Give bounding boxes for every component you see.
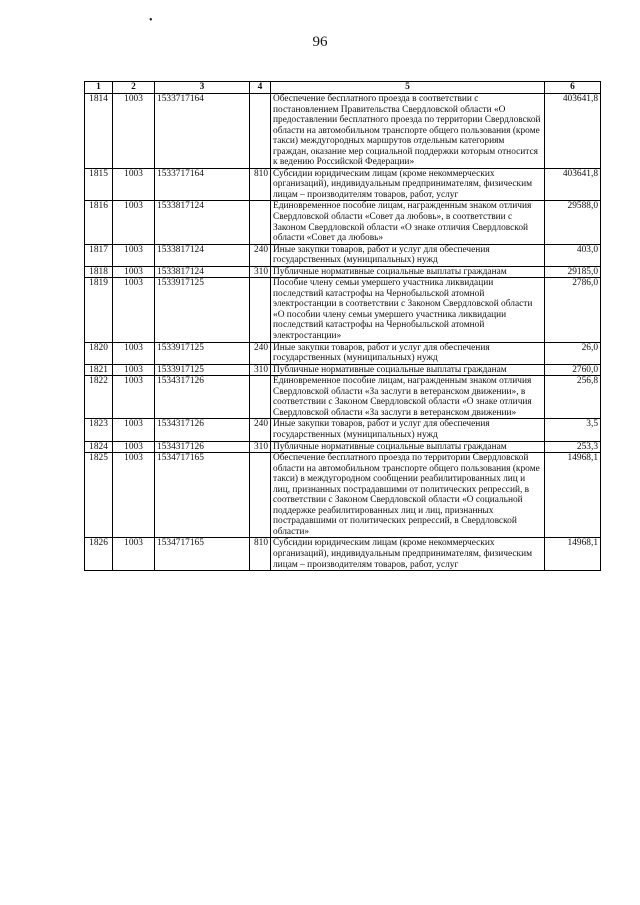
description-cell: Субсидии юридическим лицам (кроме некоммерческих организаций), индивидуальным предпринимателям, физическим лицам – производителям товаров, работ, услуг [271, 168, 545, 201]
header-row [85, 82, 601, 94]
section-code-cell: 1003 [113, 266, 155, 278]
description-cell: Обеспечение бесплатного проезда по территории Свердловской области на автомобильном транспорте общего пользования (кроме такси) в междугородном сообщении реабилитированных лиц и лиц, признанных пострадавшими от политических репрессий, в соответствии с Законом Свердловской области «О социальной поддержке реабилитированных лиц и лиц, признанных пострадавшими от политических репрессий, в Свердловской области» [271, 453, 545, 538]
amount-cell: 14968,1 [545, 538, 601, 571]
table-row [85, 453, 601, 538]
header-cell: 1 [85, 82, 113, 94]
target-article-cell: 1534317126 [155, 441, 250, 453]
expense-type-cell: 310 [250, 266, 271, 278]
table-row [85, 364, 601, 376]
amount-cell: 14968,1 [545, 453, 601, 538]
description-cell: Единовременное пособие лицам, награжденным знаком отличия Свердловской области «За заслуги в ветеранском движении», в соответствии с Законом Свердловской области «О знаке отличия Свердловской области «За заслуги в ветеранском движении» [271, 376, 545, 419]
section-code-cell: 1003 [113, 168, 155, 201]
target-article-cell: 1533817124 [155, 244, 250, 266]
target-article-cell: 1533817124 [155, 266, 250, 278]
expense-type-cell [250, 94, 271, 169]
section-code-cell: 1003 [113, 376, 155, 419]
target-article-cell: 1533917125 [155, 364, 250, 376]
row-number-cell: 1821 [85, 364, 113, 376]
section-code-cell: 1003 [113, 419, 155, 441]
table-row [85, 376, 601, 419]
section-code-cell: 1003 [113, 364, 155, 376]
amount-cell: 403641,8 [545, 94, 601, 169]
amount-cell: 29588,0 [545, 201, 601, 244]
section-code-cell: 1003 [113, 441, 155, 453]
target-article-cell: 1534317126 [155, 376, 250, 419]
description-cell: Иные закупки товаров, работ и услуг для обеспечения государственных (муниципальных) нужд [271, 419, 545, 441]
description-cell: Обеспечение бесплатного проезда в соответствии с постановлением Правительства Свердловской области «О предоставлении бесплатного проезда по территории Свердловской области на автомобильном транспорте общего пользования (кроме такси) междугородных маршрутов отдельным категориям граждан, оказание мер социальной поддержки которым относится к ведению Российской Федерации» [271, 94, 545, 169]
target-article-cell: 1534317126 [155, 419, 250, 441]
description-cell: Публичные нормативные социальные выплаты гражданам [271, 364, 545, 376]
description-cell: Публичные нормативные социальные выплаты гражданам [271, 441, 545, 453]
expense-type-cell [250, 278, 271, 342]
section-code-cell: 1003 [113, 244, 155, 266]
expense-type-cell: 310 [250, 364, 271, 376]
description-cell: Публичные нормативные социальные выплаты гражданам [271, 266, 545, 278]
section-code-cell: 1003 [113, 201, 155, 244]
target-article-cell: 1534717165 [155, 453, 250, 538]
table-row [85, 168, 601, 201]
header-cell: 5 [271, 82, 545, 94]
row-number-cell: 1816 [85, 201, 113, 244]
expense-type-cell: 810 [250, 168, 271, 201]
budget-table [84, 81, 601, 571]
row-number-cell: 1818 [85, 266, 113, 278]
amount-cell: 2760,0 [545, 364, 601, 376]
row-number-cell: 1815 [85, 168, 113, 201]
row-number-cell: 1819 [85, 278, 113, 342]
target-article-cell: 1533717164 [155, 94, 250, 169]
table-row [85, 342, 601, 364]
header-cell: 6 [545, 82, 601, 94]
amount-cell: 403641,8 [545, 168, 601, 201]
expense-type-cell [250, 453, 271, 538]
page-number: 96 [312, 34, 328, 50]
expense-type-cell [250, 201, 271, 244]
expense-type-cell [250, 376, 271, 419]
target-article-cell: 1533917125 [155, 342, 250, 364]
row-number-cell: 1826 [85, 538, 113, 571]
row-number-cell: 1824 [85, 441, 113, 453]
section-code-cell: 1003 [113, 342, 155, 364]
amount-cell: 256,8 [545, 376, 601, 419]
row-number-cell: 1820 [85, 342, 113, 364]
table-row [85, 266, 601, 278]
row-number-cell: 1817 [85, 244, 113, 266]
amount-cell: 253,3 [545, 441, 601, 453]
target-article-cell: 1533817124 [155, 201, 250, 244]
amount-cell: 3,5 [545, 419, 601, 441]
table-row [85, 538, 601, 571]
expense-type-cell: 240 [250, 244, 271, 266]
target-article-cell: 1533717164 [155, 168, 250, 201]
section-code-cell: 1003 [113, 94, 155, 169]
amount-cell: 2786,0 [545, 278, 601, 342]
description-cell: Субсидии юридическим лицам (кроме некоммерческих организаций), индивидуальным предпринимателям, физическим лицам – производителям товаров, работ, услуг [271, 538, 545, 571]
amount-cell: 26,0 [545, 342, 601, 364]
table-row [85, 94, 601, 169]
header-cell: 4 [250, 82, 271, 94]
description-cell: Единовременное пособие лицам, награжденным знаком отличия Свердловской области «Совет да любовь», в соответствии с Законом Свердловской области «О знаке отличия Свердловской области «Совет да любовь» [271, 201, 545, 244]
section-code-cell: 1003 [113, 538, 155, 571]
row-number-cell: 1825 [85, 453, 113, 538]
header-cell: 2 [113, 82, 155, 94]
amount-cell: 29185,0 [545, 266, 601, 278]
expense-type-cell: 240 [250, 419, 271, 441]
table-row [85, 419, 601, 441]
table-row [85, 441, 601, 453]
stray-dot: • [149, 15, 153, 26]
row-number-cell: 1822 [85, 376, 113, 419]
header-cell: 3 [155, 82, 250, 94]
section-code-cell: 1003 [113, 453, 155, 538]
target-article-cell: 1533917125 [155, 278, 250, 342]
amount-cell: 403,0 [545, 244, 601, 266]
expense-type-cell: 240 [250, 342, 271, 364]
expense-type-cell: 310 [250, 441, 271, 453]
description-cell: Иные закупки товаров, работ и услуг для обеспечения государственных (муниципальных) нужд [271, 244, 545, 266]
expense-type-cell: 810 [250, 538, 271, 571]
table-row [85, 244, 601, 266]
description-cell: Иные закупки товаров, работ и услуг для обеспечения государственных (муниципальных) нужд [271, 342, 545, 364]
table-row [85, 201, 601, 244]
target-article-cell: 1534717165 [155, 538, 250, 571]
table-row [85, 278, 601, 342]
row-number-cell: 1823 [85, 419, 113, 441]
description-cell: Пособие члену семьи умершего участника ликвидации последствий катастрофы на Чернобыльской атомной электростанции в соответствии с Законом Свердловской области «О пособии члену семьи умершего участника ликвидации последствий катастрофы на Чернобыльской атомной электростанции» [271, 278, 545, 342]
row-number-cell: 1814 [85, 94, 113, 169]
section-code-cell: 1003 [113, 278, 155, 342]
